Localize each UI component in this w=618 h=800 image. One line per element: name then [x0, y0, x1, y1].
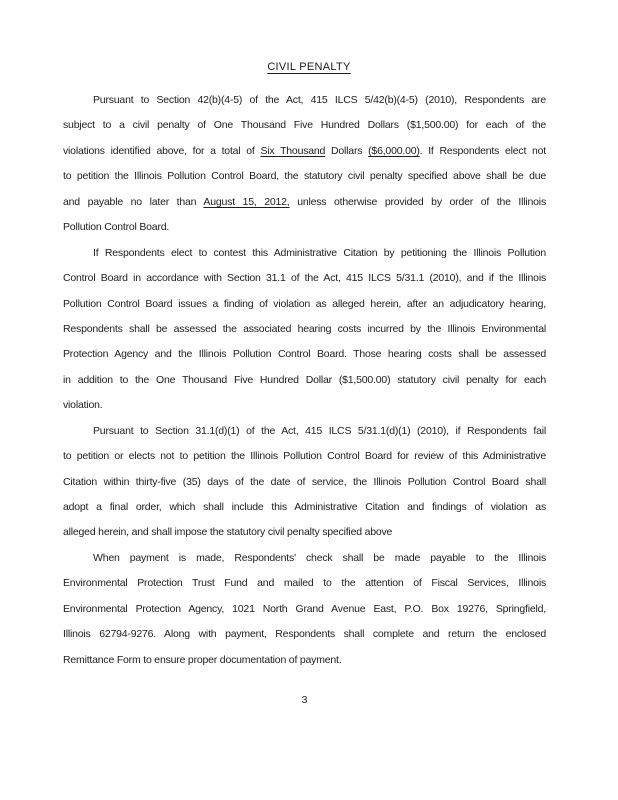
text-line [63, 622, 546, 647]
text-segment: Pollution Control Board. [63, 221, 170, 234]
text-line [63, 597, 546, 622]
text-line [63, 368, 546, 393]
document-body [63, 88, 546, 673]
text-segment: adopt a final order, which shall include this Administrative Citation and findings of violation as [63, 501, 546, 513]
text-segment: Environmental Protection Agency, 1021 North Grand Avenue East, P.O. Box 19276, Springfield, [63, 602, 546, 615]
text-segment: Pursuant to Section 31.1(d)(1) of the Act, 415 ILCS 5/31.1(d)(1) (2010), if Respondents fail [93, 424, 546, 437]
text-segment: violations identified above, for a total of [63, 144, 261, 157]
section-title [0, 61, 618, 73]
text-segment: violation. [63, 399, 103, 412]
underlined-text: August 15, 2012, [203, 195, 290, 208]
text-line [63, 215, 546, 240]
text-line [63, 470, 546, 495]
text-line [63, 520, 546, 545]
text-line [63, 648, 546, 673]
text-segment: Dollars [325, 144, 369, 157]
text-segment: to petition or elects not to petition the Illinois Pollution Control Board for review of this Administrative [63, 450, 546, 463]
text-segment: in addition to the One Thousand Five Hundred Dollar ($1,500.00) statutory civil penalty for each [63, 373, 546, 386]
text-line [63, 190, 546, 215]
text-line [63, 444, 546, 469]
text-segment: Respondents shall be assessed the associated hearing costs incurred by the Illinois Environmental [63, 322, 546, 335]
text-segment: If Respondents elect to contest this Administrative Citation by petitioning the Illinois Pollution [93, 246, 546, 259]
text-segment: Protection Agency and the Illinois Pollution Control Board. Those hearing costs shall be assessed [63, 348, 546, 361]
text-segment: alleged herein, and shall impose the statutory civil penalty specified above [63, 526, 393, 539]
text-segment: to petition the Illinois Pollution Control Board, the statutory civil penalty specified above shall be due [63, 170, 546, 183]
text-line [63, 266, 546, 291]
text-line [63, 317, 546, 342]
text-segment: Citation within thirty-five (35) days of the date of service, the Illinois Pollution Control Board shall [63, 475, 546, 488]
text-segment: unless otherwise provided by order of the Illinois [289, 195, 546, 208]
page-number: 3 [301, 694, 308, 706]
text-segment: Environmental Protection Trust Fund and mailed to the attention of Fiscal Services, Illinois [63, 577, 546, 590]
text-line [63, 292, 546, 317]
text-line [63, 393, 546, 418]
text-line [63, 88, 546, 113]
text-line [63, 495, 546, 520]
text-segment: Remittance Form to ensure proper documentation of payment. [63, 653, 342, 666]
text-line [63, 241, 546, 266]
text-segment: Control Board in accordance with Section 31.1 of the Act, 415 ILCS 5/31.1 (2010), and if the Illinois [63, 272, 546, 285]
underlined-text: ($6,000.00) [368, 144, 420, 157]
text-line [63, 546, 546, 571]
text-segment: When payment is made, Respondents' check shall be made payable to the Illinois [93, 551, 546, 564]
text-segment: subject to a civil penalty of One Thousand Five Hundred Dollars ($1,500.00) for each of the [63, 119, 546, 132]
text-segment: Pursuant to Section 42(b)(4-5) of the Act, 415 ILCS 5/42(b)(4-5) (2010), Respondents are [93, 94, 546, 106]
text-segment: and payable no later than [63, 195, 204, 208]
underlined-text: Six Thousand [260, 144, 326, 157]
text-line [63, 342, 546, 367]
text-segment: . If Respondents elect not [419, 144, 546, 157]
text-line [63, 571, 546, 596]
text-line [63, 419, 546, 444]
text-line [63, 164, 546, 189]
section-title-text: CIVIL PENALTY [267, 61, 351, 73]
text-segment: Illinois 62794-9276. Along with payment, Respondents shall complete and return the enclosed [63, 628, 546, 641]
text-line [63, 113, 546, 138]
text-line [63, 139, 546, 164]
text-segment: Pollution Control Board issues a finding of violation as alleged herein, after an adjudicatory hearing, [63, 297, 546, 310]
